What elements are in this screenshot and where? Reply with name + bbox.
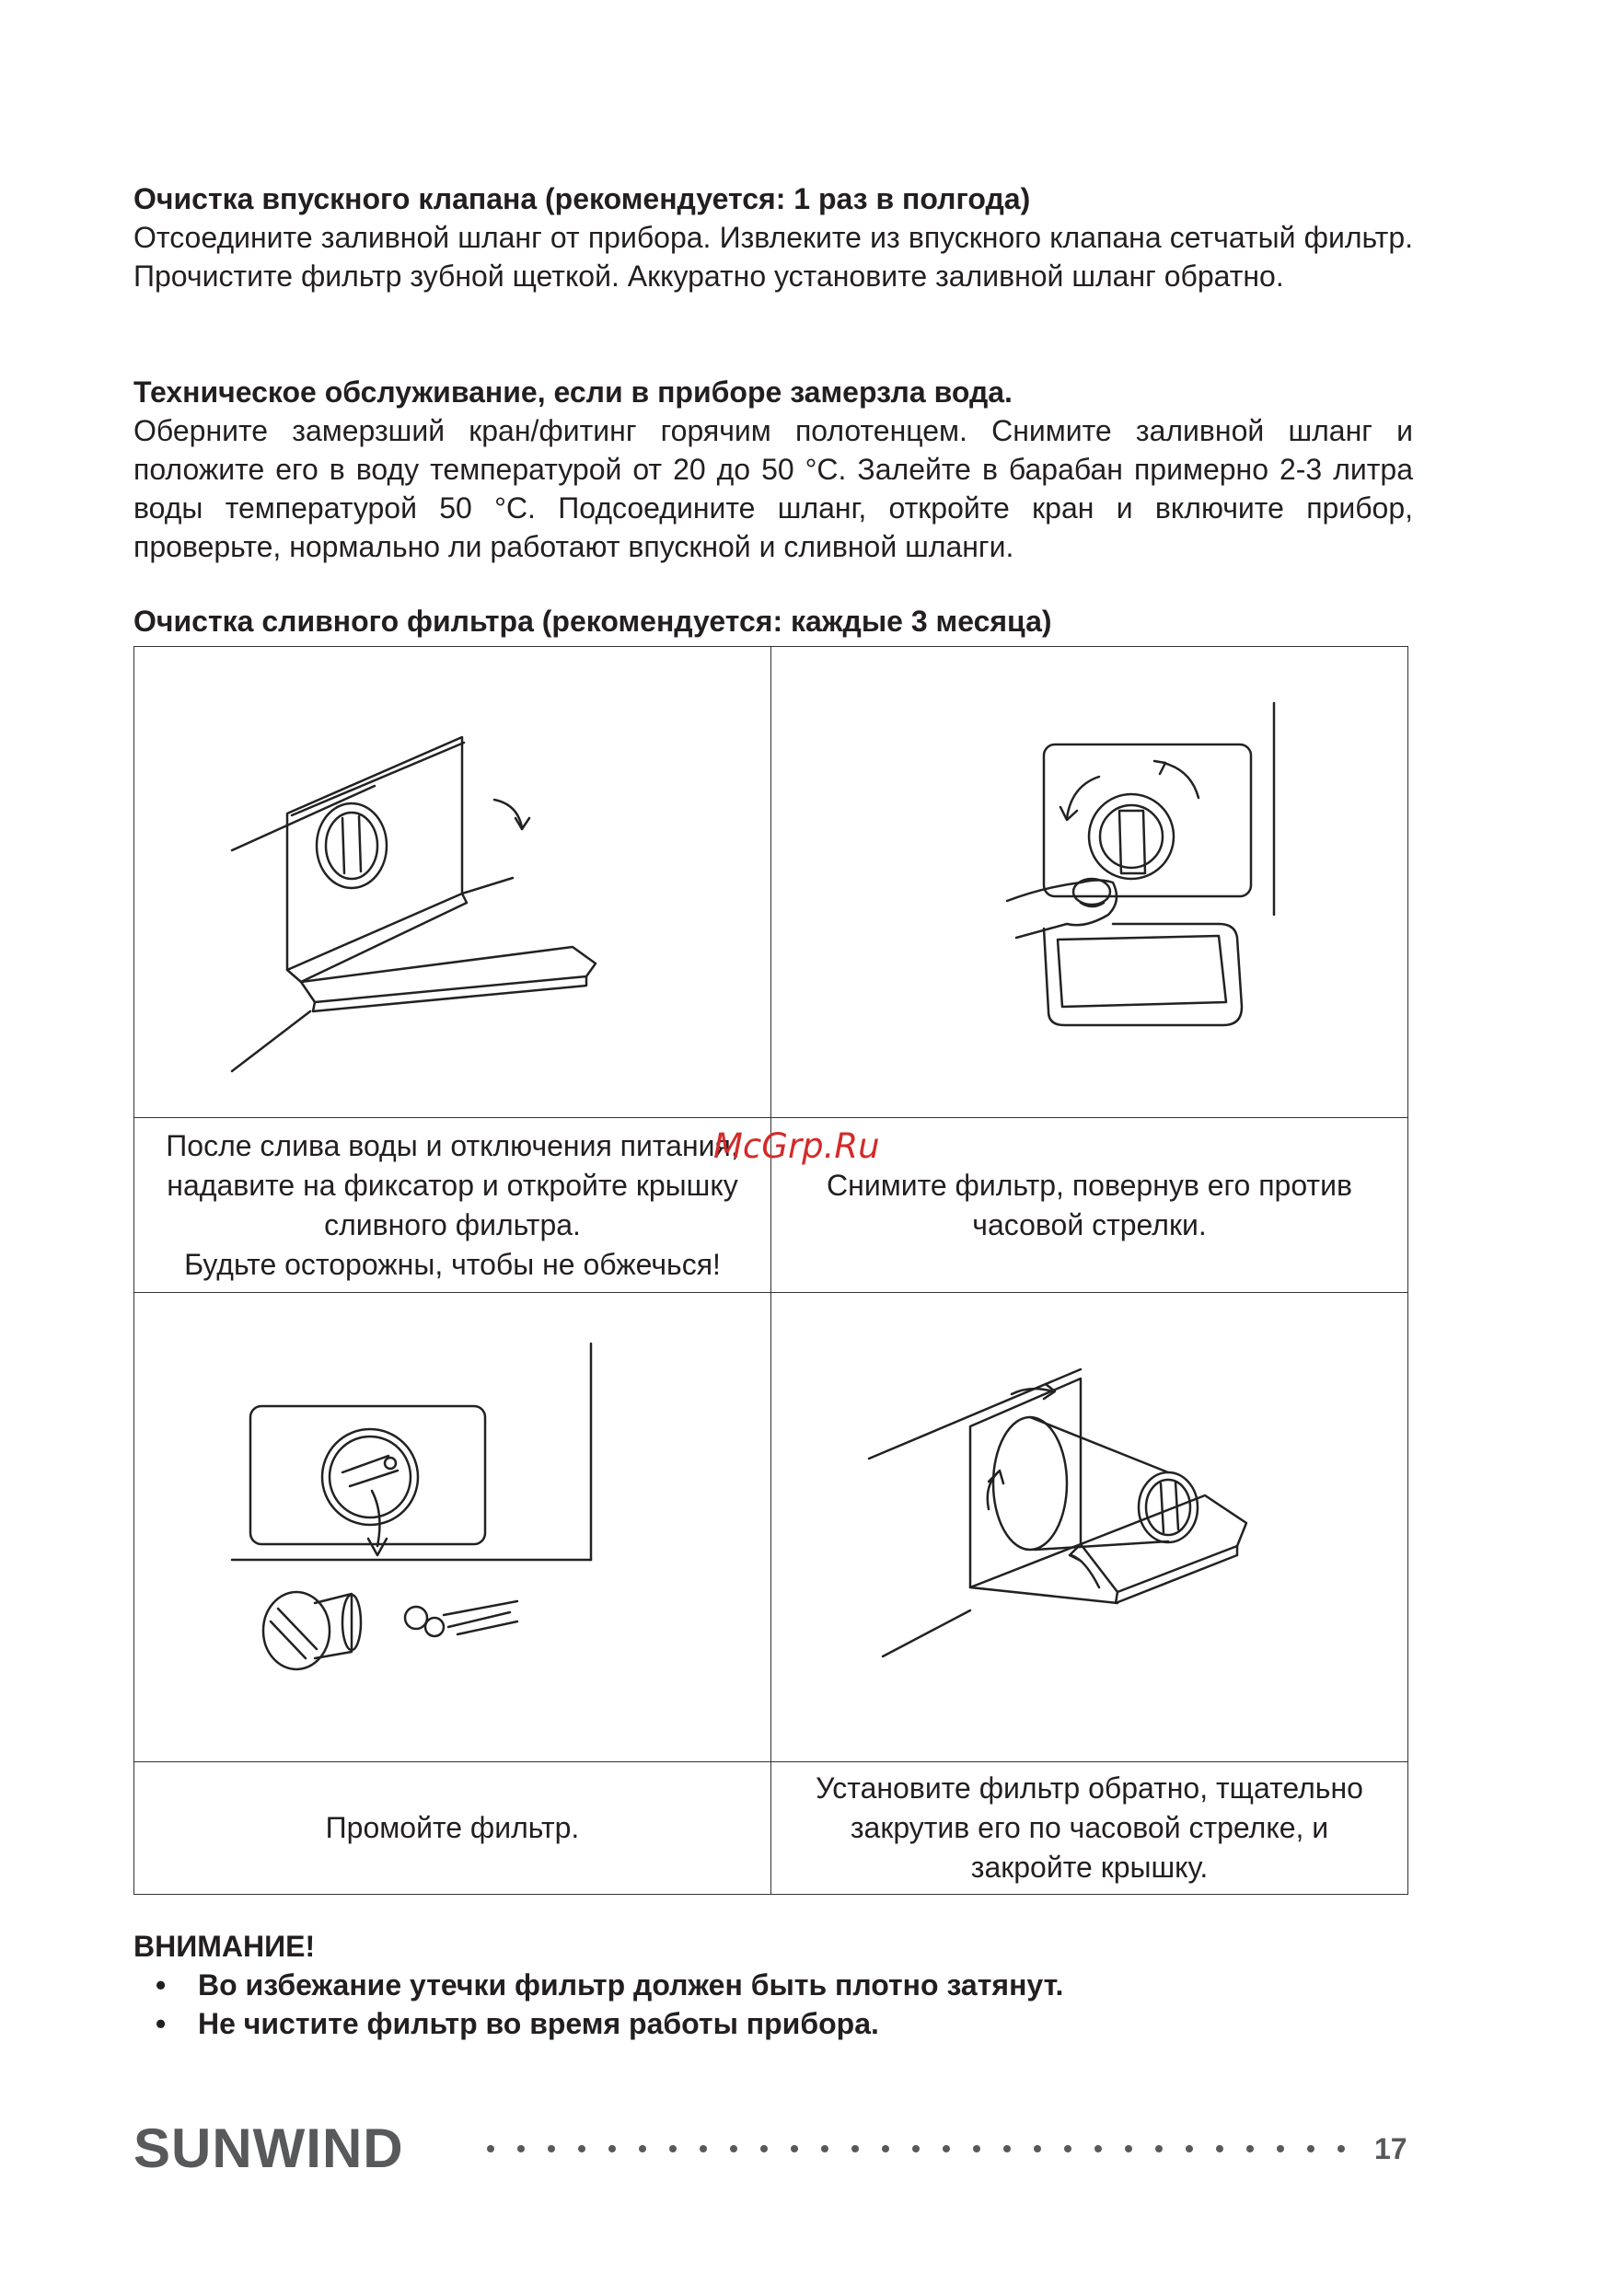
caption-line: Установите фильтр обратно, тщательно [816, 1771, 1363, 1805]
step-1-image-cell [134, 647, 771, 1118]
caption-line: Будьте осторожны, чтобы не обжечься! [184, 1247, 721, 1281]
steps-table [133, 646, 1408, 1895]
page-footer [133, 2117, 1422, 2179]
warning-block [133, 1927, 1413, 2043]
warning-title: ВНИМАНИЕ! [133, 1930, 316, 1963]
caption-line: Промойте фильтр. [325, 1811, 580, 1844]
step-4-image-cell [771, 1293, 1408, 1762]
page-number: 17 [1374, 2132, 1407, 2165]
open-cover-illustration [214, 689, 692, 1076]
caption-line: надавите на фиксатор и откройте крышку [167, 1168, 738, 1202]
step-4-caption [771, 1762, 1408, 1895]
section-heading: Очистка впускного клапана (рекомендуется: 1 раз в полгода) [133, 182, 1031, 215]
dotted-separator [483, 2121, 1349, 2176]
brand-logo: SUNWIND [133, 2117, 404, 2179]
caption-line: После слива воды и отключения питания, [166, 1128, 739, 1162]
step-1-caption [134, 1118, 771, 1293]
step-3-image-cell [134, 1293, 771, 1762]
section-drain-filter [133, 602, 1413, 640]
warning-list [133, 1966, 1413, 2043]
section-heading: Очистка сливного фильтра (рекомендуется: каждые 3 месяца) [133, 605, 1052, 638]
section-text: Оберните замерзший кран/фитинг горячим полотенцем. Снимите заливной шланг и положите его в воду температурой от 20 до 50 °C. Залейте в барабан примерно 2-3 литра воды температурой 50 °C. Подсоедините шланг, откройте кран и включите прибор, проверьте, нормально ли работают впускной и сливной шланги. [133, 414, 1413, 563]
section-text: Отсоедините заливной шланг от прибора. Извлеките из впускного клапана сетчатый фильтр. Прочистите фильтр зубной щеткой. Аккуратно установите заливной шланг обратно. [133, 221, 1413, 293]
watermark: McGrp.Ru [713, 1126, 880, 1166]
section-frozen-water [133, 373, 1413, 566]
warning-item: • Не чистите фильтр во время работы прибора. [198, 2004, 1413, 2043]
remove-filter-illustration [851, 689, 1329, 1076]
warning-item: • Во избежание утечки фильтр должен быть плотно затянут. [198, 1966, 1413, 2004]
step-2-image-cell [771, 647, 1408, 1118]
caption-line: Снимите фильтр, повернув его против [827, 1168, 1352, 1202]
caption-line: закройте крышку. [970, 1851, 1209, 1884]
caption-line: сливного фильтра. [324, 1207, 581, 1241]
caption-line: часовой стрелки. [972, 1207, 1207, 1241]
install-filter-illustration [851, 1334, 1329, 1721]
section-heading: Техническое обслуживание, если в приборе замерзла вода. [133, 375, 1013, 409]
rinse-filter-illustration [214, 1334, 692, 1721]
caption-line: закрутив его по часовой стрелке, и [850, 1811, 1329, 1844]
step-3-caption [134, 1762, 771, 1895]
section-inlet-valve [133, 179, 1413, 295]
